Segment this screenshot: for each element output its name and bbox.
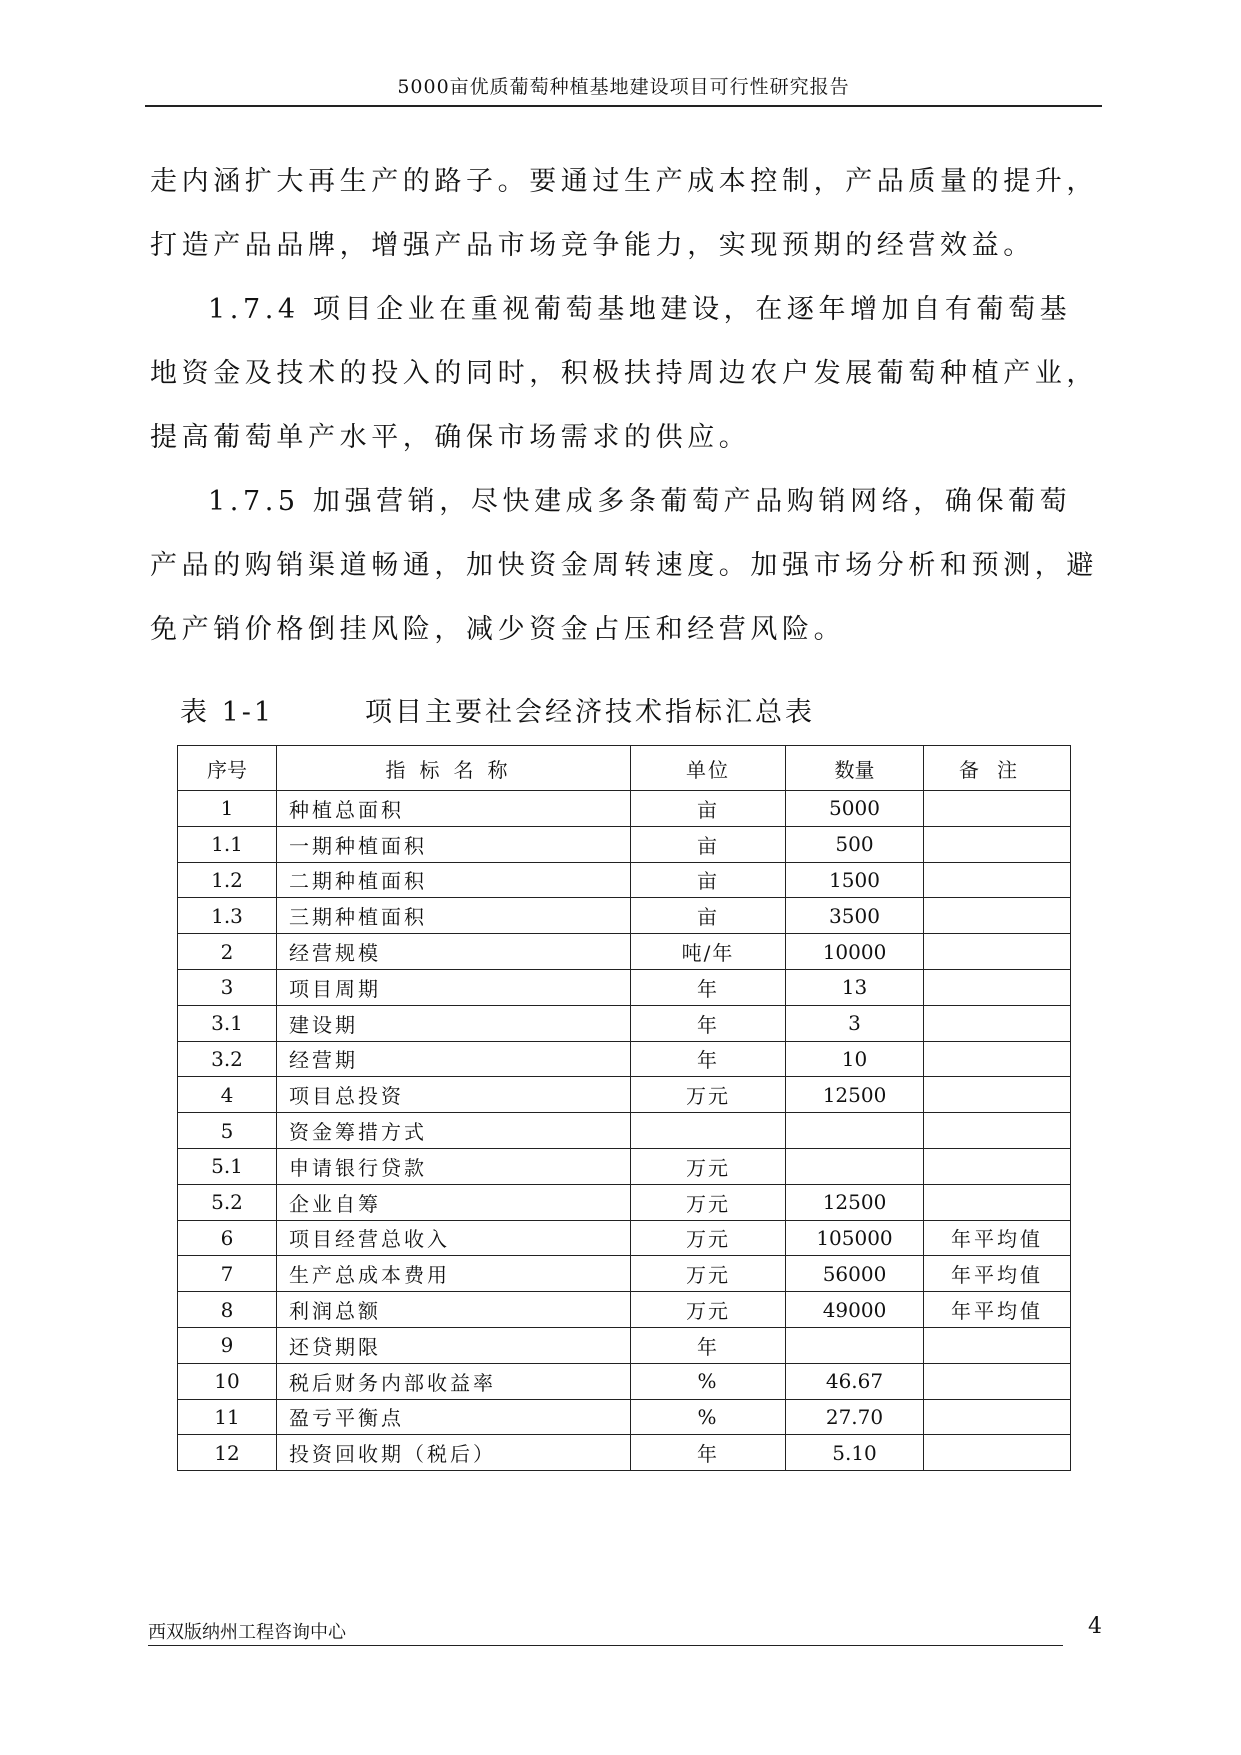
table-row	[178, 1220, 1071, 1256]
cell-name: 企业自筹	[277, 1184, 631, 1220]
header-note: 备注	[924, 746, 1071, 791]
paragraph-1-7-4: 1.7.4 项目企业在重视葡萄基地建设，在逐年增加自有葡萄基地资金及技术的投入的同时，积极扶持周边农户发展葡萄种植产业，提高葡萄单产水平，确保市场需求的供应。	[150, 294, 1098, 453]
cell-unit: 万元	[631, 1256, 786, 1292]
cell-name: 种植总面积	[277, 791, 631, 827]
table-row	[178, 1292, 1071, 1328]
indicators-table	[177, 745, 1071, 1471]
table-row	[178, 1041, 1071, 1077]
cell-name: 一期种植面积	[277, 826, 631, 862]
cell-name: 申请银行贷款	[277, 1148, 631, 1184]
cell-name: 盈亏平衡点	[277, 1399, 631, 1435]
header-name: 指标名称	[277, 746, 631, 791]
paragraph-1-7-5: 1.7.5 加强营销，尽快建成多条葡萄产品购销网络，确保葡萄产品的购销渠道畅通，加快资金周转速度。加强市场分析和预测，避免产销价格倒挂风险，减少资金占压和经营风险。	[150, 486, 1098, 645]
header-divider	[145, 105, 1102, 107]
cell-note	[924, 898, 1071, 934]
cell-note	[924, 826, 1071, 862]
cell-name: 生产总成本费用	[277, 1256, 631, 1292]
table-row	[178, 1256, 1071, 1292]
header-qty: 数量	[786, 746, 924, 791]
cell-name: 经营规模	[277, 934, 631, 970]
cell-qty: 49000	[786, 1292, 924, 1328]
cell-no: 9	[178, 1327, 277, 1363]
cell-name: 还贷期限	[277, 1327, 631, 1363]
cell-qty: 27.70	[786, 1399, 924, 1435]
footer-organization: 西双版纳州工程咨询中心	[148, 1622, 346, 1643]
cell-note	[924, 791, 1071, 827]
cell-name: 资金筹措方式	[277, 1113, 631, 1149]
cell-note	[924, 862, 1071, 898]
cell-note	[924, 1363, 1071, 1399]
body-text	[150, 150, 1098, 662]
cell-name: 项目总投资	[277, 1077, 631, 1113]
cell-name: 建设期	[277, 1005, 631, 1041]
cell-no: 10	[178, 1363, 277, 1399]
cell-qty: 1500	[786, 862, 924, 898]
paragraph-1: 走内涵扩大再生产的路子。要通过生产成本控制，产品质量的提升，打造产品品牌，增强产品市场竞争能力，实现预期的经营效益。	[150, 166, 1098, 261]
cell-note	[924, 1041, 1071, 1077]
cell-qty	[786, 1327, 924, 1363]
cell-note	[924, 1327, 1071, 1363]
cell-no: 1	[178, 791, 277, 827]
cell-unit: 亩	[631, 791, 786, 827]
cell-qty: 56000	[786, 1256, 924, 1292]
cell-no: 12	[178, 1435, 277, 1471]
cell-unit: 年	[631, 969, 786, 1005]
cell-no: 1.3	[178, 898, 277, 934]
cell-no: 3.1	[178, 1005, 277, 1041]
cell-name: 税后财务内部收益率	[277, 1363, 631, 1399]
cell-unit: 年	[631, 1327, 786, 1363]
cell-no: 4	[178, 1077, 277, 1113]
table-body	[178, 791, 1071, 1471]
cell-no: 7	[178, 1256, 277, 1292]
cell-qty: 13	[786, 969, 924, 1005]
cell-unit: 年	[631, 1435, 786, 1471]
page-number: 4	[1088, 1614, 1102, 1639]
cell-note	[924, 1184, 1071, 1220]
cell-note	[924, 1077, 1071, 1113]
cell-unit	[631, 1113, 786, 1149]
cell-qty: 10	[786, 1041, 924, 1077]
table-header-row	[178, 746, 1071, 791]
cell-qty: 105000	[786, 1220, 924, 1256]
cell-name: 利润总额	[277, 1292, 631, 1328]
cell-note	[924, 1113, 1071, 1149]
cell-note	[924, 1005, 1071, 1041]
cell-unit: 万元	[631, 1220, 786, 1256]
header-unit: 单位	[631, 746, 786, 791]
cell-no: 5.1	[178, 1148, 277, 1184]
cell-name: 三期种植面积	[277, 898, 631, 934]
footer-divider	[148, 1645, 1063, 1646]
cell-unit: %	[631, 1399, 786, 1435]
cell-no: 2	[178, 934, 277, 970]
cell-name: 二期种植面积	[277, 862, 631, 898]
cell-name: 项目经营总收入	[277, 1220, 631, 1256]
table-row	[178, 1399, 1071, 1435]
cell-name: 投资回收期（税后）	[277, 1435, 631, 1471]
header-no: 序号	[178, 746, 277, 791]
table-number: 表 1-1	[180, 697, 275, 728]
cell-qty: 5000	[786, 791, 924, 827]
cell-qty	[786, 1148, 924, 1184]
cell-note	[924, 934, 1071, 970]
table-row	[178, 1148, 1071, 1184]
cell-name: 项目周期	[277, 969, 631, 1005]
cell-qty: 3	[786, 1005, 924, 1041]
cell-qty: 3500	[786, 898, 924, 934]
cell-unit: 亩	[631, 898, 786, 934]
cell-unit: 年	[631, 1005, 786, 1041]
cell-note	[924, 1148, 1071, 1184]
cell-no: 1.2	[178, 862, 277, 898]
cell-qty: 5.10	[786, 1435, 924, 1471]
cell-no: 5.2	[178, 1184, 277, 1220]
table-row	[178, 1113, 1071, 1149]
cell-unit: 万元	[631, 1077, 786, 1113]
table-row	[178, 1327, 1071, 1363]
table-caption	[180, 690, 815, 729]
cell-note	[924, 1435, 1071, 1471]
table-title: 项目主要社会经济技术指标汇总表	[365, 697, 815, 728]
cell-unit: 万元	[631, 1184, 786, 1220]
table-row	[178, 1435, 1071, 1471]
table-row	[178, 1363, 1071, 1399]
table-row	[178, 898, 1071, 934]
cell-unit: 吨/年	[631, 934, 786, 970]
table-row	[178, 1184, 1071, 1220]
table-row	[178, 862, 1071, 898]
cell-no: 1.1	[178, 826, 277, 862]
table-row	[178, 791, 1071, 827]
cell-no: 3.2	[178, 1041, 277, 1077]
table-row	[178, 934, 1071, 970]
cell-unit: %	[631, 1363, 786, 1399]
cell-note: 年平均值	[924, 1256, 1071, 1292]
cell-qty	[786, 1113, 924, 1149]
cell-note: 年平均值	[924, 1292, 1071, 1328]
cell-note: 年平均值	[924, 1220, 1071, 1256]
cell-no: 11	[178, 1399, 277, 1435]
cell-qty: 500	[786, 826, 924, 862]
cell-qty: 46.67	[786, 1363, 924, 1399]
table-row	[178, 1005, 1071, 1041]
cell-no: 3	[178, 969, 277, 1005]
table-row	[178, 826, 1071, 862]
cell-qty: 12500	[786, 1184, 924, 1220]
table-row	[178, 1077, 1071, 1113]
cell-no: 5	[178, 1113, 277, 1149]
cell-no: 6	[178, 1220, 277, 1256]
cell-unit: 万元	[631, 1148, 786, 1184]
cell-note	[924, 969, 1071, 1005]
cell-unit: 万元	[631, 1292, 786, 1328]
cell-note	[924, 1399, 1071, 1435]
cell-no: 8	[178, 1292, 277, 1328]
running-header: 5000亩优质葡萄种植基地建设项目可行性研究报告	[397, 76, 850, 98]
cell-unit: 亩	[631, 862, 786, 898]
cell-qty: 12500	[786, 1077, 924, 1113]
cell-qty: 10000	[786, 934, 924, 970]
cell-name: 经营期	[277, 1041, 631, 1077]
cell-unit: 亩	[631, 826, 786, 862]
table-row	[178, 969, 1071, 1005]
cell-unit: 年	[631, 1041, 786, 1077]
